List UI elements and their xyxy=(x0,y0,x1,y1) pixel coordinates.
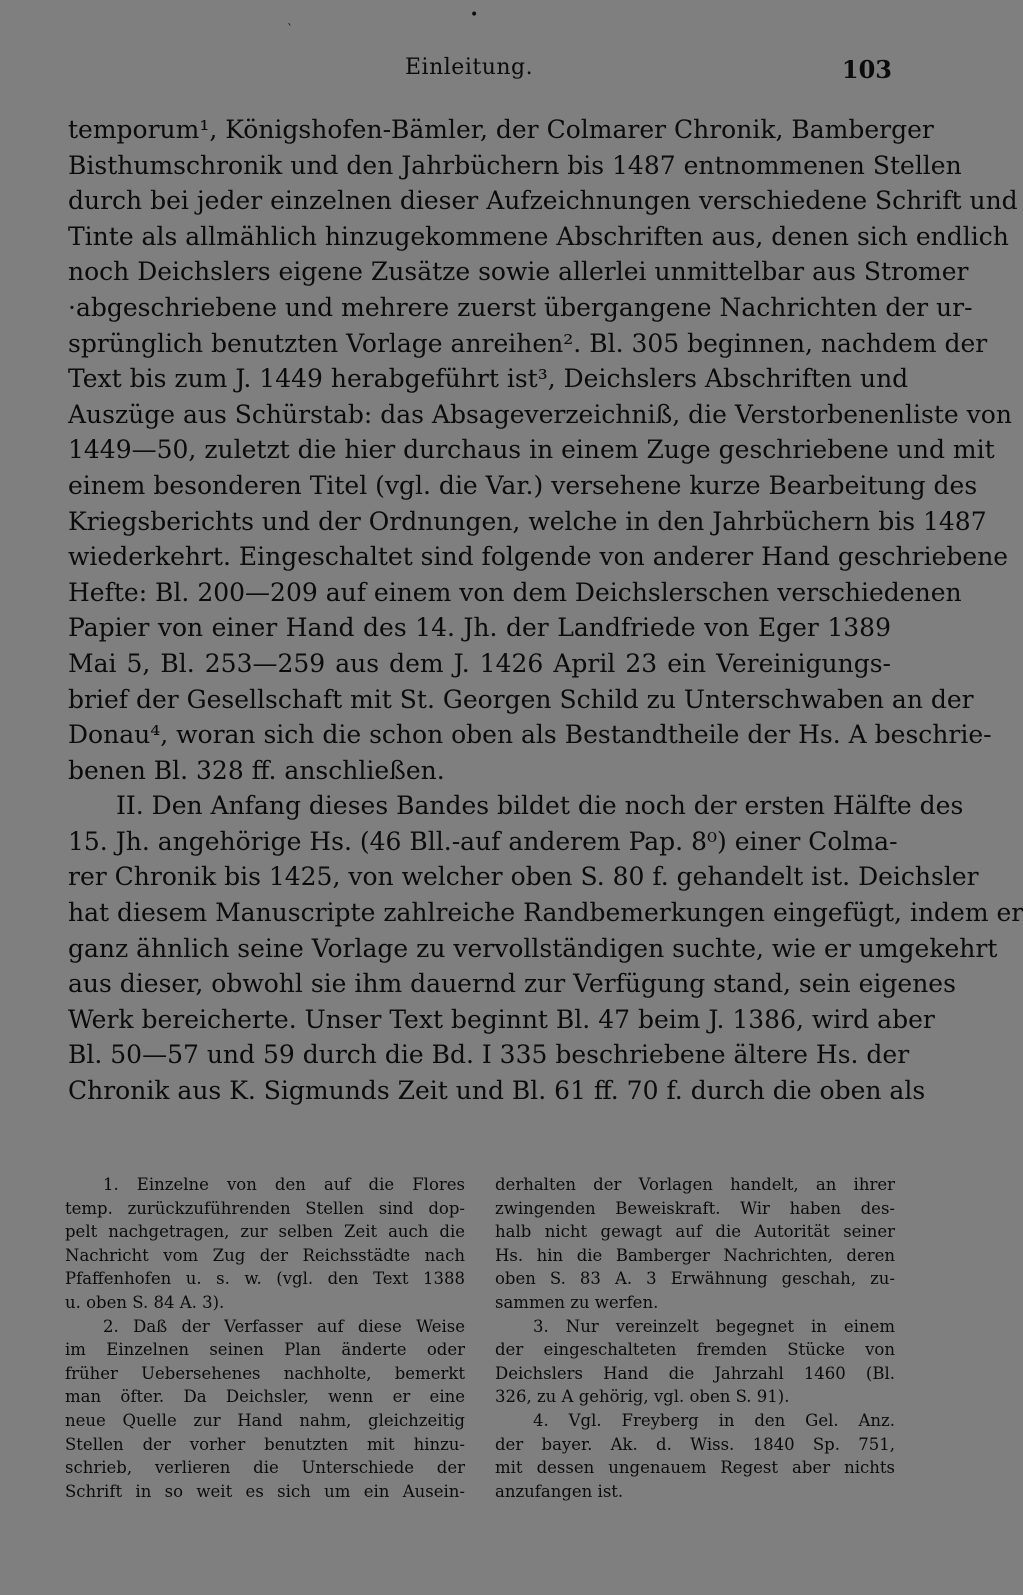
text-line: rer Chronik bis 1425, von welcher oben S. 80 f. gehandelt ist. Deichsler xyxy=(68,862,979,892)
footnote-line: im Einzelnen seinen Plan änderte oder xyxy=(65,1340,465,1360)
text-line: Bisthumschronik und den Jahrbüchern bis 1487 entnommenen Stellen xyxy=(68,150,962,180)
text-line: ganz ähnlich seine Vorlage zu vervollständigen suchte, wie er umgekehrt xyxy=(68,933,998,963)
footnote-column-right xyxy=(495,1173,895,1503)
footnote-column-left xyxy=(65,1173,465,1503)
text-line: sprünglich benutzten Vorlage anreihen². Bl. 305 beginnen, nachdem der xyxy=(68,328,988,358)
footnote-line: pelt nachgetragen, zur selben Zeit auch die xyxy=(65,1222,465,1242)
footnote-line: zwingenden Beweiskraft. Wir haben des- xyxy=(495,1198,895,1218)
text-line: durch bei jeder einzelnen dieser Aufzeichnungen verschiedene Schrift und xyxy=(68,186,1018,216)
text-line: hat diesem Manuscripte zahlreiche Randbemerkungen eingefügt, indem er xyxy=(68,898,1023,928)
footnote-line: anzufangen ist. xyxy=(495,1481,624,1501)
footnote-line: 2. Daß der Verfasser auf diese Weise xyxy=(103,1316,465,1336)
footnote-line: neue Quelle zur Hand nahm, gleichzeitig xyxy=(65,1410,465,1430)
footnote-line: schrieb, verlieren die Unterschiede der xyxy=(65,1458,465,1478)
footnote-line: 3. Nur vereinzelt begegnet in einem xyxy=(533,1316,895,1336)
print-mark-dot: • xyxy=(470,7,479,23)
text-line: 1449—50, zuletzt die hier durchaus in einem Zuge geschriebene und mit xyxy=(68,435,995,465)
text-line: aus dieser, obwohl sie ihm dauernd zur Verfügung stand, sein eigenes xyxy=(68,969,956,999)
running-title: Einleitung. xyxy=(405,55,534,80)
main-text xyxy=(68,112,1023,1109)
footnote-line: halb nicht gewagt auf die Autorität seiner xyxy=(495,1222,895,1242)
footnote-line: man öfter. Da Deichsler, wenn er eine xyxy=(65,1387,465,1407)
text-line: Donau⁴, woran sich die schon oben als Bestandtheile der Hs. A beschrie- xyxy=(68,720,992,750)
footnote-line: Stellen der vorher benutzten mit hinzu- xyxy=(65,1434,465,1454)
text-line: Werk bereicherte. Unser Text beginnt Bl. 47 beim J. 1386, wird aber xyxy=(68,1004,935,1034)
footnote-line: temp. zurückzuführenden Stellen sind dop- xyxy=(65,1198,465,1218)
footnote-line: Pfaffenhofen u. s. w. (vgl. den Text 1388 xyxy=(65,1269,465,1289)
text-line: Text bis zum J. 1449 herabgeführt ist³, Deichslers Abschriften und xyxy=(68,364,909,394)
text-line: Hefte: Bl. 200—209 auf einem von dem Deichslerschen verschiedenen xyxy=(68,577,962,607)
text-line: Papier von einer Hand des 14. Jh. der Landfriede von Eger 1389 xyxy=(68,613,891,643)
footnote-line: 326, zu A gehörig, vgl. oben S. 91). xyxy=(495,1387,790,1407)
page-number: 103 xyxy=(841,55,892,84)
text-line: brief der Gesellschaft mit St. Georgen Schild zu Unterschwaben an der xyxy=(68,684,974,714)
footnote-line: sammen zu werfen. xyxy=(495,1292,659,1312)
footnote-line: der bayer. Ak. d. Wiss. 1840 Sp. 751, xyxy=(495,1434,895,1454)
text-line: ·abgeschriebene und mehrere zuerst übergangene Nachrichten der ur- xyxy=(68,292,973,322)
text-line: Auszüge aus Schürstab: das Absageverzeichniß, die Verstorbenenliste von xyxy=(68,399,1012,429)
footnote-line: oben S. 83 A. 3 Erwähnung geschah, zu- xyxy=(495,1269,895,1289)
text-line: Chronik aus K. Sigmunds Zeit und Bl. 61 ff. 70 f. durch die oben als xyxy=(68,1076,926,1106)
print-mark-tick: ˋ xyxy=(287,22,293,36)
text-line: einem besonderen Titel (vgl. die Var.) versehene kurze Bearbeitung des xyxy=(68,470,978,500)
footnote-line: mit dessen ungenauem Regest aber nichts xyxy=(495,1458,895,1478)
footnote-line: Deichslers Hand die Jahrzahl 1460 (Bl. xyxy=(495,1363,895,1383)
footnote-line: Hs. hin die Bamberger Nachrichten, deren xyxy=(495,1245,895,1265)
footnote-line: 1. Einzelne von den auf die Flores xyxy=(103,1175,465,1194)
footnote-line: früher Uebersehenes nachholte, bemerkt xyxy=(65,1363,465,1383)
footnote-line: 4. Vgl. Freyberg in den Gel. Anz. xyxy=(533,1410,895,1430)
footnote-line: u. oben S. 84 A. 3). xyxy=(65,1292,225,1312)
text-line: noch Deichslers eigene Zusätze sowie allerlei unmittelbar aus Stromer xyxy=(68,257,969,287)
text-line: 15. Jh. angehörige Hs. (46 Bll.-auf anderem Pap. 8⁰) einer Colma- xyxy=(68,826,898,856)
text-line: Bl. 50—57 und 59 durch die Bd. I 335 beschriebene ältere Hs. der xyxy=(68,1040,910,1070)
text-line: temporum¹, Königshofen-Bämler, der Colmarer Chronik, Bamberger xyxy=(68,115,934,144)
text-line: Kriegsberichts und der Ordnungen, welche in den Jahrbüchern bis 1487 xyxy=(68,506,987,536)
footnote-line: Nachricht vom Zug der Reichsstädte nach xyxy=(65,1245,465,1265)
text-line: II. Den Anfang dieses Bandes bildet die noch der ersten Hälfte des xyxy=(116,791,964,821)
text-line: Tinte als allmählich hinzugekommene Abschriften aus, denen sich endlich xyxy=(68,221,1009,251)
footnote-line: Schrift in so weit es sich um ein Ausein- xyxy=(65,1481,465,1501)
footnote-line: der eingeschalteten fremden Stücke von xyxy=(495,1340,895,1360)
text-line: wiederkehrt. Eingeschaltet sind folgende von anderer Hand geschriebene xyxy=(68,542,1009,572)
text-line: benen Bl. 328 ff. anschließen. xyxy=(68,755,445,785)
footnote-line: derhalten der Vorlagen handelt, an ihrer xyxy=(495,1175,895,1194)
text-line: Mai 5, Bl. 253—259 aus dem J. 1426 April 23 ein Vereinigungs- xyxy=(68,648,891,678)
